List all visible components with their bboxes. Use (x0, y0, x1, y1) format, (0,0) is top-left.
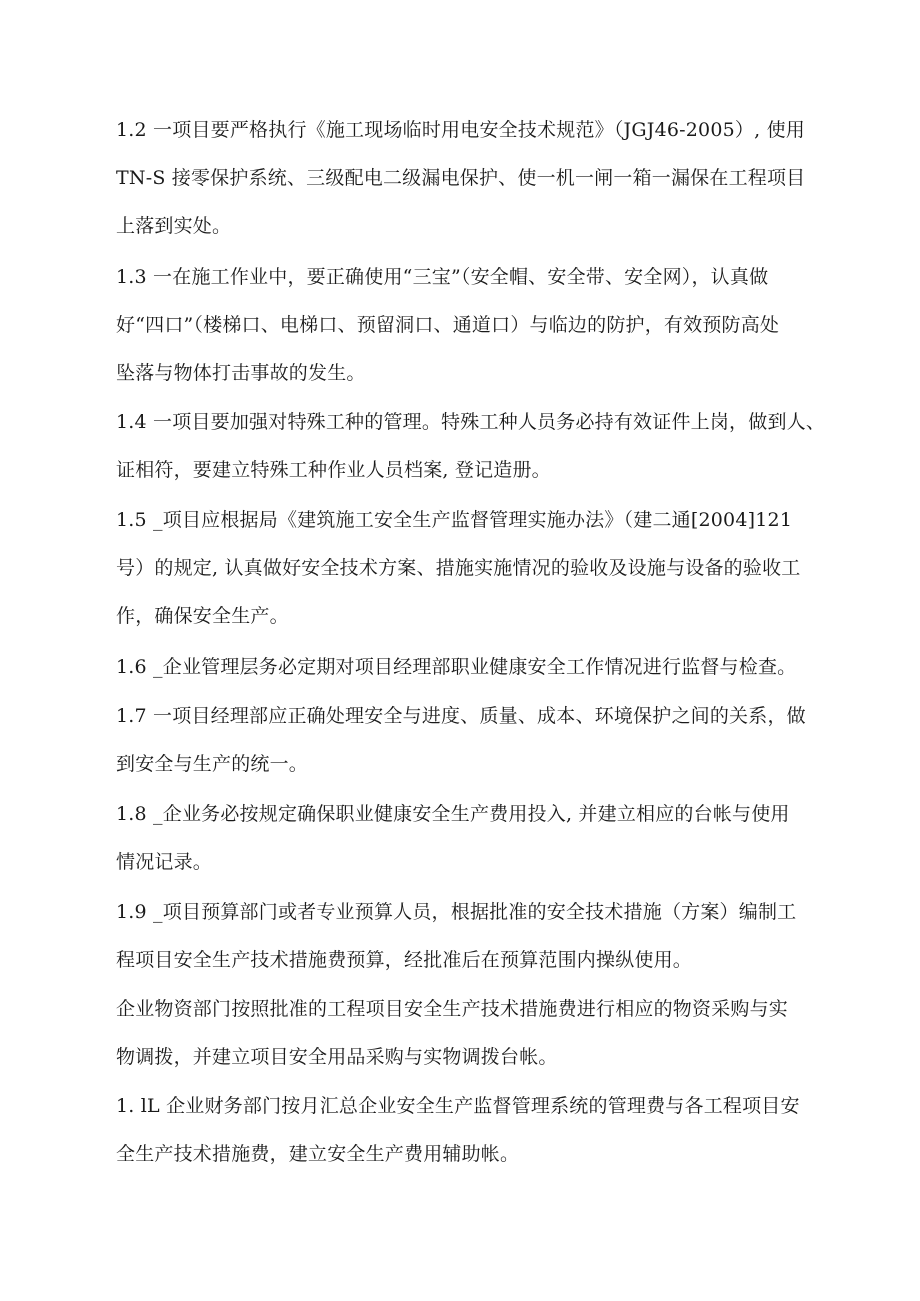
paragraph-line: 物调拨，并建立项目安全用品采购与实物调拨台帐。 (116, 1046, 558, 1068)
paragraph-line: 1.5 _项目应根据局《建筑施工安全生产监督管理实施办法》（建二通[2004]121 (116, 509, 793, 531)
paragraph-line: 情况记录。 (116, 851, 213, 873)
paragraph-line: 坠落与物体打击事故的发生。 (116, 362, 366, 384)
paragraph-line: 程项目安全生产技术措施费预算，经批准后在预算范围内操纵使用。 (116, 949, 693, 971)
paragraph-1-2 (116, 106, 846, 250)
paragraph-1-11 (116, 1082, 846, 1178)
paragraph-line: 1.4 一项目要加强对特殊工种的管理。特殊工种人员务必持有效证件上岗，做到人、 (116, 411, 826, 433)
paragraph-materials (116, 985, 846, 1081)
paragraph-line: 1.2 一项目要严格执行《施工现场临时用电安全技术规范》（JGJ46-2005）, 使用 (116, 119, 805, 141)
paragraph-line: 作，确保安全生产。 (116, 605, 289, 627)
paragraph-1-9 (116, 888, 846, 984)
paragraph-line: 全生产技术措施费，建立安全生产费用辅助帐。 (116, 1143, 520, 1165)
paragraph-line: 上落到实处。 (116, 215, 232, 237)
paragraph-line: 号）的规定, 认真做好安全技术方案、措施实施情况的验收及设施与设备的验收工 (116, 557, 801, 579)
paragraph-1-6 (116, 643, 846, 691)
paragraph-line: 企业物资部门按照批准的工程项目安全生产技术措施费进行相应的物资采购与实 (116, 998, 789, 1020)
paragraph-line: 证相符，要建立特殊工种作业人员档案, 登记造册。 (116, 459, 551, 481)
paragraph-line: 1. lL 企业财务部门按月汇总企业安全生产监督管理系统的管理费与各工程项目安 (116, 1095, 800, 1117)
paragraph-1-7 (116, 692, 846, 788)
paragraph-1-8 (116, 790, 846, 886)
paragraph-line: 1.6 _企业管理层务必定期对项目经理部职业健康安全工作情况进行监督与检查。 (116, 656, 797, 678)
paragraph-1-3 (116, 253, 846, 397)
paragraph-1-4 (116, 398, 846, 494)
paragraph-line: TN-S 接零保护系统、三级配电二级漏电保护、使一机一闸一箱一漏保在工程项目 (116, 167, 806, 189)
paragraph-line: 1.7 一项目经理部应正确处理安全与进度、质量、成本、环境保护之间的关系，做 (116, 705, 806, 727)
paragraph-line: 1.8 _企业务必按规定确保职业健康安全生产费用投入, 并建立相应的台帐与使用 (116, 803, 790, 825)
paragraph-line: 好“四口”（楼梯口、电梯口、预留洞口、通道口）与临边的防护，有效预防高处 (116, 314, 780, 336)
paragraph-1-5 (116, 496, 846, 640)
paragraph-line: 1.3 一在施工作业中，要正确使用“三宝”（安全帽、安全带、安全网），认真做 (116, 266, 769, 288)
paragraph-line: 到安全与生产的统一。 (116, 753, 309, 775)
paragraph-line: 1.9 _项目预算部门或者专业预算人员，根据批准的安全技术措施（方案）编制工 (116, 901, 797, 923)
